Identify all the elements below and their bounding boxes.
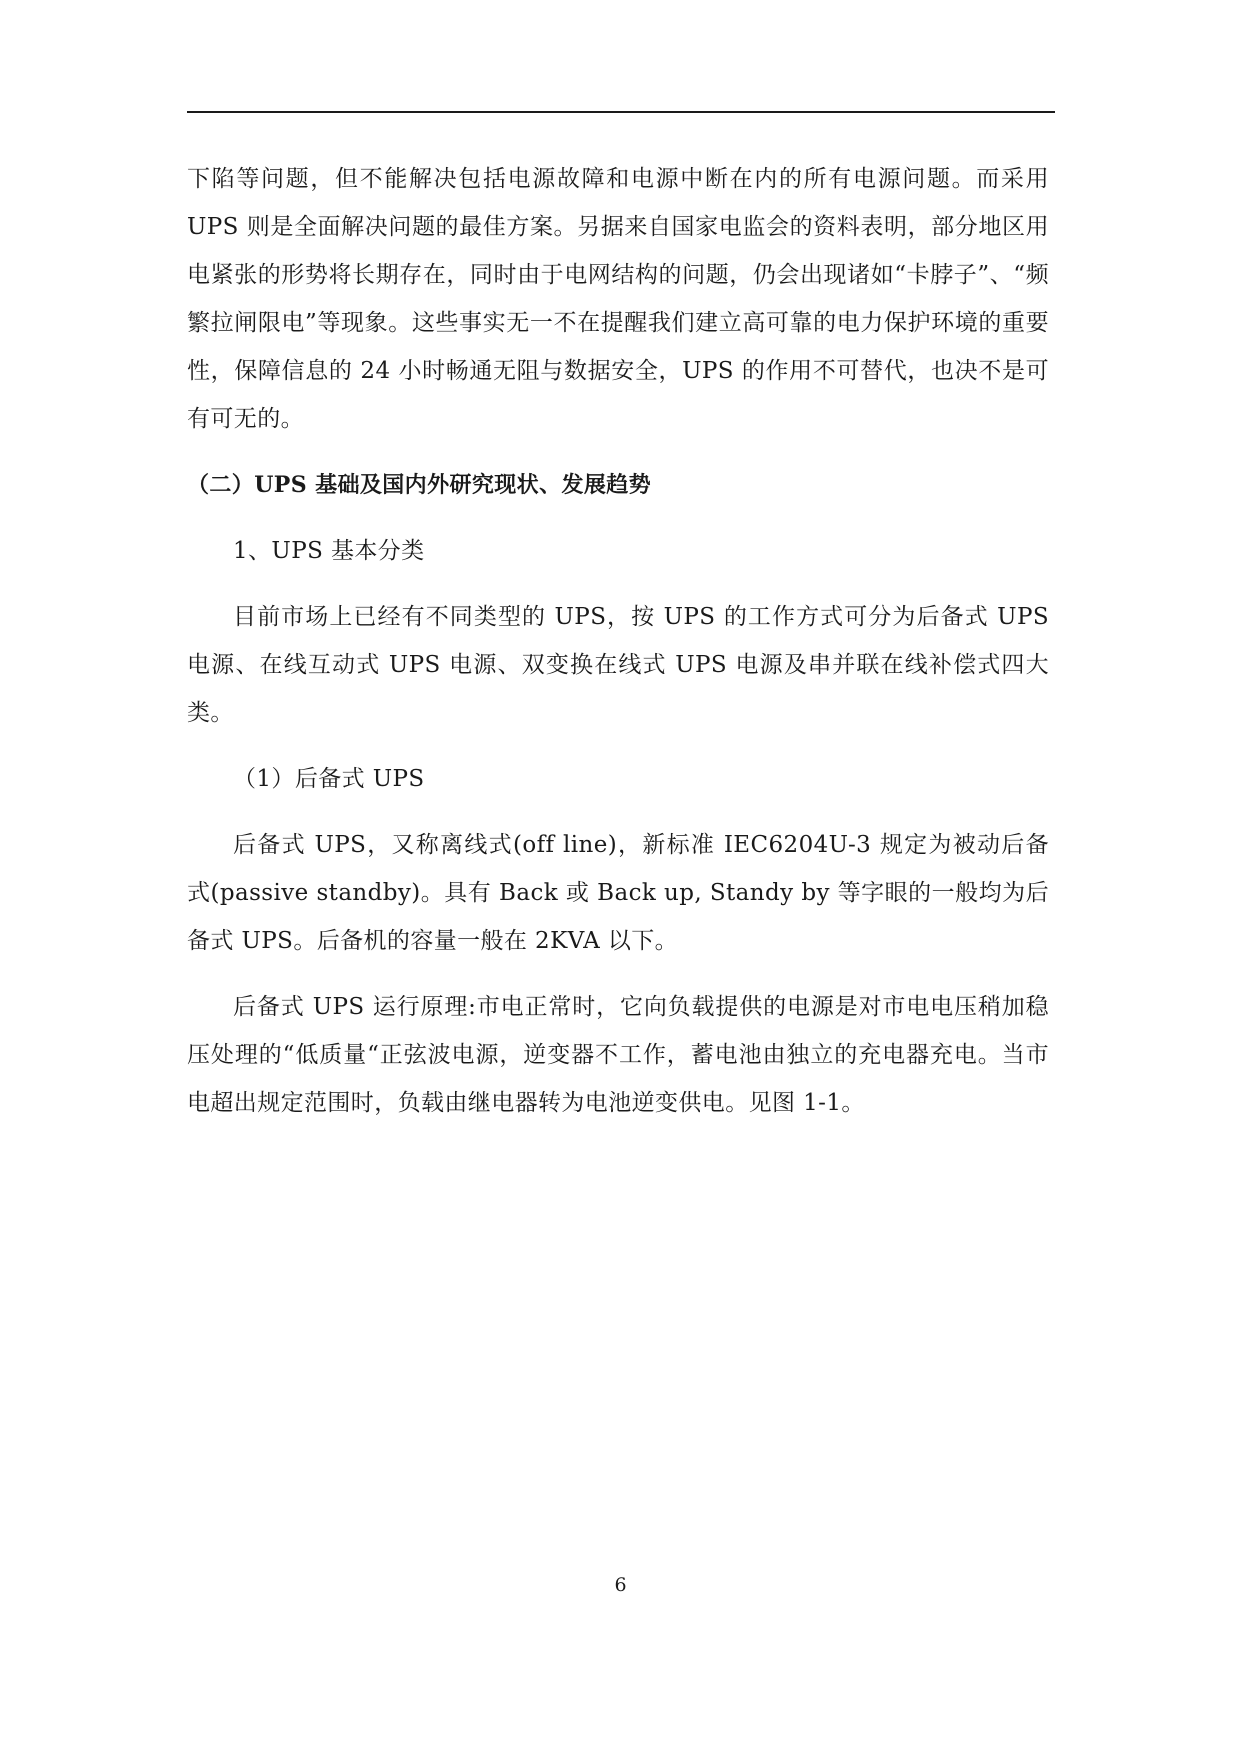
section-heading: （二）UPS 基础及国内外研究现状、发展趋势	[187, 472, 652, 498]
paragraph-continuation: 下陷等问题，但不能解决包括电源故障和电源中断在内的所有电源问题。而采用 UPS 则是全面解决问题的最佳方案。另据来自国家电监会的资料表明，部分地区用电紧张的形势将长期存在，同时由于电网结构的问题，仍会出现诸如“卡脖子”、“频繁拉闸限电”等现象。这些事实无一不在提醒我们建立高可靠的电力保护环境的重要性，保障信息的 24 小时畅通无阻与数据安全，UPS 的作用不可替代，也决不是可有可无的。	[187, 166, 1049, 432]
subsection-heading: 1、UPS 基本分类	[233, 538, 425, 564]
header-rule	[187, 111, 1055, 113]
paragraph-operating-principle: 后备式 UPS 运行原理:市电正常时，它向负载提供的电源是对市电电压稍加稳压处理的“低质量“正弦波电源，逆变器不工作，蓄电池由独立的充电器充电。当市电超出规定范围时，负载由继电器转为电池逆变供电。见图 1-1。	[187, 994, 1049, 1116]
document-body	[187, 155, 1049, 1127]
paragraph-offline-ups: 后备式 UPS，又称离线式(off line)，新标准 IEC6204U-3 规定为被动后备式(passive standby)。具有 Back 或 Back up, Standy by 等字眼的一般均为后备式 UPS。后备机的容量一般在 2KVA 以下。	[187, 832, 1049, 954]
page-number: 6	[614, 1574, 627, 1596]
subsubsection-heading: （1）后备式 UPS	[233, 766, 425, 792]
paragraph-ups-types: 目前市场上已经有不同类型的 UPS，按 UPS 的工作方式可分为后备式 UPS 电源、在线互动式 UPS 电源、双变换在线式 UPS 电源及串并联在线补偿式四大类。	[187, 604, 1049, 726]
